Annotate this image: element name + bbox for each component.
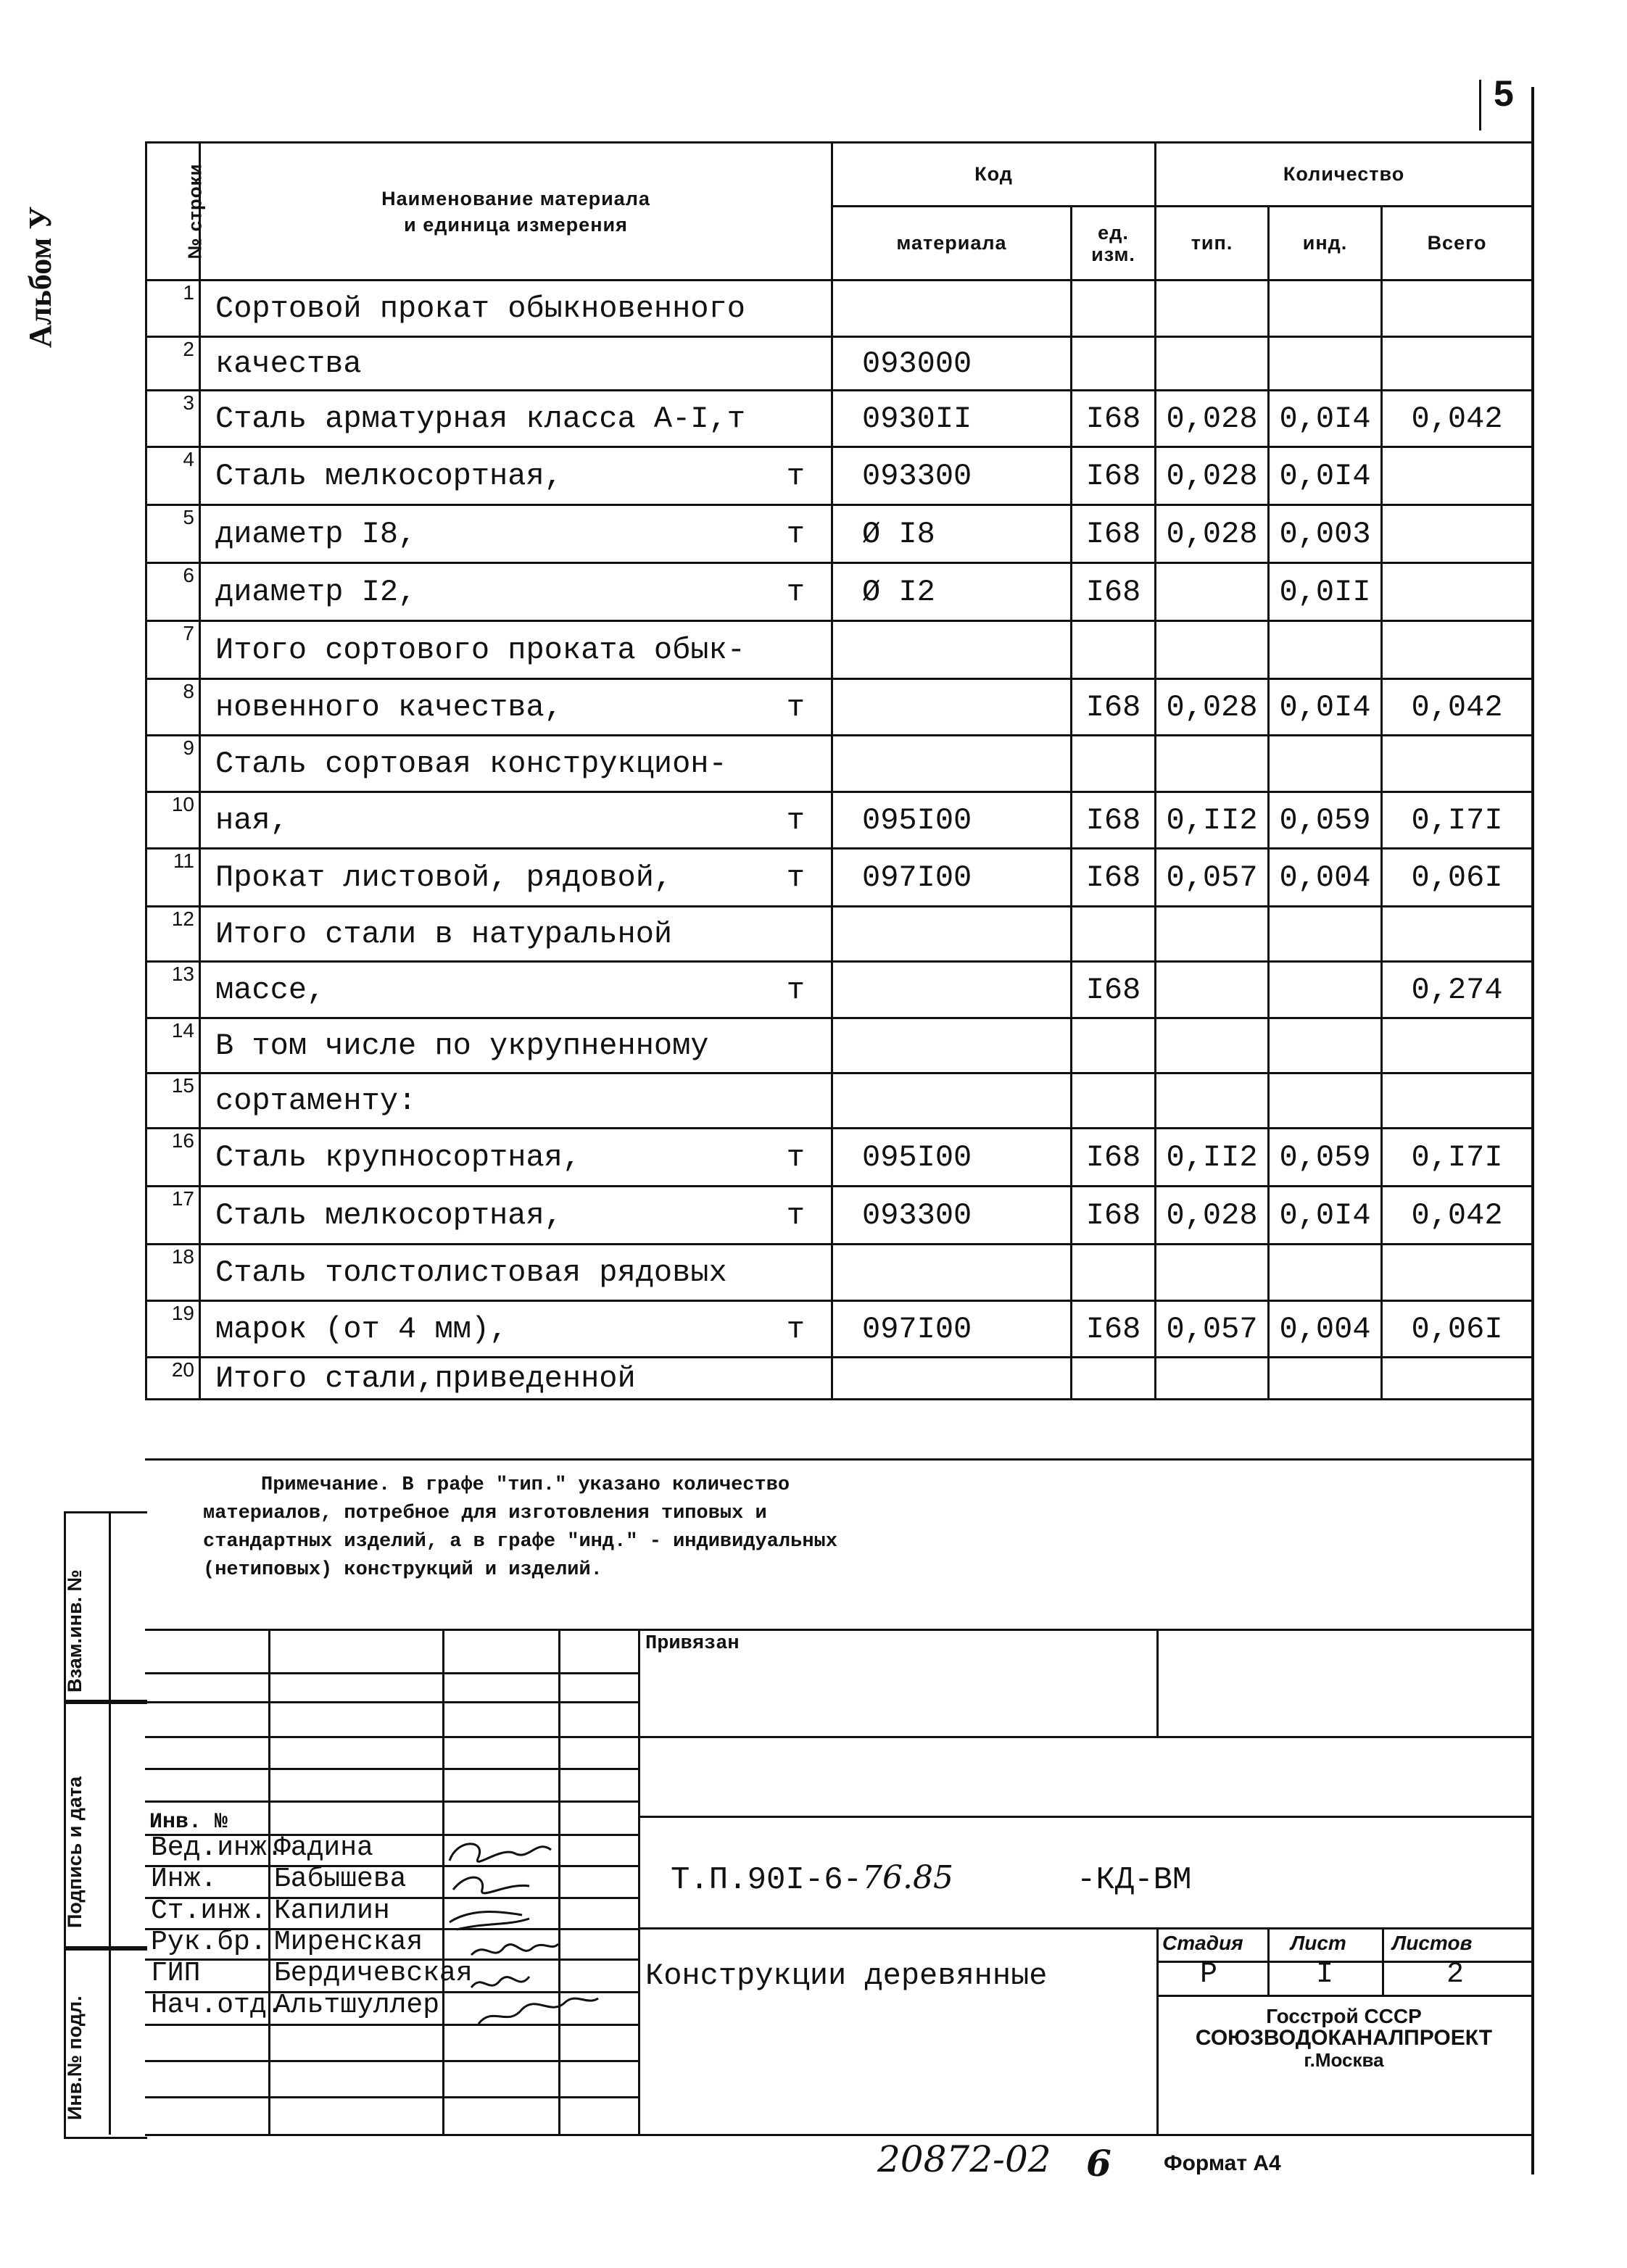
material-name: В том числе по укрупненному: [215, 1028, 709, 1063]
qty-ind: [1269, 621, 1382, 679]
unit-code: [1072, 337, 1156, 391]
material-name: качества: [215, 346, 362, 381]
material-name: Итого стали в натуральной: [215, 916, 673, 952]
row-number: 2: [146, 337, 200, 391]
organization-city: г.Москва: [1304, 2049, 1384, 2071]
unit-marker: т: [786, 1311, 805, 1347]
material-name: Сталь сортовая конструкцион-: [215, 746, 727, 781]
material-name-cell: [200, 1073, 832, 1129]
row-number: 16: [146, 1129, 200, 1187]
qty-total: [1382, 505, 1533, 563]
header-quantity-group: Количество: [1156, 143, 1533, 207]
table-row: [146, 1129, 1533, 1187]
row-number: 10: [146, 792, 200, 849]
table-row: [146, 962, 1533, 1018]
qty-total: 0,042: [1382, 391, 1533, 447]
material-name: Итого сортового проката обык-: [215, 632, 745, 668]
qty-typ: 0,II2: [1156, 792, 1269, 849]
side-label-vzam-inv: Взам.инв. №: [64, 1569, 86, 1692]
qty-ind: 0,0II: [1269, 563, 1382, 621]
material-name: Прокат листовой, рядовой,: [215, 860, 673, 895]
header-code-unit: ед. изм.: [1072, 207, 1156, 281]
qty-typ: 0,057: [1156, 1301, 1269, 1358]
material-name-cell: [200, 1018, 832, 1073]
qty-typ: [1156, 1358, 1269, 1400]
material-code: 093300: [832, 1187, 1072, 1245]
qty-total: 0,274: [1382, 962, 1533, 1018]
signer-name: Миренская: [274, 1927, 423, 1958]
material-code: [832, 281, 1072, 337]
drawing-title: Конструкции деревянные: [645, 1958, 1048, 1993]
qty-total: 0,042: [1382, 1187, 1533, 1245]
row-number: 19: [146, 1301, 200, 1358]
qty-typ: [1156, 962, 1269, 1018]
material-name-cell: [200, 391, 832, 447]
table-row: [146, 736, 1533, 792]
material-name-cell: [200, 281, 832, 337]
qty-ind: 0,003: [1269, 505, 1382, 563]
material-code: [832, 621, 1072, 679]
material-code: 093300: [832, 447, 1072, 505]
unit-code: I68: [1072, 447, 1156, 505]
qty-total: 0,06I: [1382, 1301, 1533, 1358]
qty-typ: 0,028: [1156, 1187, 1269, 1245]
signer-name: Бердичевская: [274, 1958, 473, 1989]
table-row: [146, 563, 1533, 621]
qty-total: [1382, 1245, 1533, 1301]
signer-name: Фадина: [274, 1832, 373, 1864]
qty-typ: 0,028: [1156, 447, 1269, 505]
material-name-cell: [200, 447, 832, 505]
header-code-group: Код: [832, 143, 1156, 207]
unit-marker: т: [786, 516, 805, 552]
tb-bottom-line: [145, 2134, 1531, 2136]
stage-value: Р: [1200, 1958, 1218, 1991]
unit-code: I68: [1072, 962, 1156, 1018]
qty-total: [1382, 907, 1533, 962]
qty-typ: 0,028: [1156, 505, 1269, 563]
material-name: Сортовой прокат обыкновенного: [215, 291, 745, 326]
unit-code: I68: [1072, 563, 1156, 621]
table-row: [146, 1187, 1533, 1245]
qty-ind: [1269, 907, 1382, 962]
unit-marker: т: [786, 689, 805, 725]
header-row-number: [146, 143, 206, 281]
signer-name: Альтшуллер: [274, 1990, 440, 2021]
material-name-cell: [200, 1245, 832, 1301]
qty-ind: [1269, 1245, 1382, 1301]
unit-code: I68: [1072, 505, 1156, 563]
page-number-divider: [1479, 80, 1481, 130]
row-number: 5: [146, 505, 200, 563]
qty-total: [1382, 1018, 1533, 1073]
table-row: [146, 1018, 1533, 1073]
header-row-number-label: № строки: [183, 163, 206, 259]
qty-typ: [1156, 281, 1269, 337]
unit-code: [1072, 1073, 1156, 1129]
unit-code: [1072, 736, 1156, 792]
qty-typ: [1156, 736, 1269, 792]
row-number: 3: [146, 391, 200, 447]
row-number: 20: [146, 1358, 200, 1400]
qty-typ: 0,II2: [1156, 1129, 1269, 1187]
note-line: Примечание. В графе "тип." указано количество: [261, 1474, 790, 1496]
qty-total: [1382, 337, 1533, 391]
table-row: [146, 792, 1533, 849]
unit-code: I68: [1072, 1129, 1156, 1187]
material-name-cell: [200, 962, 832, 1018]
tb-grid-line: [145, 2096, 638, 2098]
stage-label: Стадия: [1162, 1932, 1243, 1954]
row-number: 8: [146, 679, 200, 736]
qty-typ: 0,057: [1156, 849, 1269, 907]
material-name-cell: [200, 563, 832, 621]
unit-marker: т: [786, 972, 805, 1008]
album-label: Альбом У: [22, 206, 58, 348]
document-code-handwritten: 76.85: [862, 1859, 954, 1896]
qty-ind: [1269, 1358, 1382, 1400]
qty-ind: 0,0I4: [1269, 1187, 1382, 1245]
sheet-label: Лист: [1291, 1932, 1346, 1954]
side-label-inv-podl: Инв.№ подл.: [64, 1995, 86, 2120]
table-row: [146, 849, 1533, 907]
qty-typ: [1156, 1018, 1269, 1073]
qty-ind: [1269, 736, 1382, 792]
table-row: [146, 1245, 1533, 1301]
qty-typ: [1156, 907, 1269, 962]
material-name-cell: [200, 1129, 832, 1187]
tb-grid-vline: [268, 1629, 270, 2134]
signer-name: Капилин: [274, 1895, 390, 1927]
signer-role: ГИП: [151, 1958, 201, 1989]
material-name-cell: [200, 1301, 832, 1358]
format-label: Формат А4: [1164, 2151, 1281, 2175]
header-qty-total: Всего: [1382, 207, 1533, 281]
tb-grid-line: [638, 1816, 1531, 1818]
qty-total: [1382, 281, 1533, 337]
table-row: [146, 1358, 1533, 1400]
archive-number: 20872-02: [877, 2138, 1051, 2180]
table-row: [146, 1301, 1533, 1358]
qty-ind: 0,004: [1269, 1301, 1382, 1358]
inv-no-label: Инв. №: [149, 1810, 228, 1835]
material-name-cell: [200, 621, 832, 679]
unit-marker: т: [786, 1139, 805, 1175]
signer-role: Инж.: [151, 1864, 218, 1895]
row-number: 14: [146, 1018, 200, 1073]
material-code: 095I00: [832, 1129, 1072, 1187]
table-row: [146, 281, 1533, 337]
sheets-label: Листов: [1392, 1932, 1473, 1954]
qty-total: 0,I7I: [1382, 792, 1533, 849]
tb-grid-line: [145, 1701, 638, 1703]
material-name: Сталь мелкосортная,: [215, 458, 563, 494]
material-name: Сталь крупносортная,: [215, 1139, 581, 1175]
qty-ind: [1269, 281, 1382, 337]
material-code: 093000: [832, 337, 1072, 391]
unit-code: I68: [1072, 1187, 1156, 1245]
signer-role: Нач.отд.: [151, 1990, 283, 2021]
qty-ind: 0,0I4: [1269, 391, 1382, 447]
qty-total: [1382, 447, 1533, 505]
qty-typ: 0,028: [1156, 391, 1269, 447]
material-code: [832, 1358, 1072, 1400]
material-name: диаметр I8,: [215, 516, 417, 552]
table-row: [146, 1073, 1533, 1129]
row-number: 15: [146, 1073, 200, 1129]
qty-typ: 0,028: [1156, 679, 1269, 736]
organization-line: Госстрой СССР: [1266, 2005, 1422, 2027]
material-name: марок (от 4 мм),: [215, 1311, 508, 1347]
row-number: 7: [146, 621, 200, 679]
material-code: [832, 907, 1072, 962]
page-number: 5: [1494, 73, 1514, 114]
qty-total: 0,06I: [1382, 849, 1533, 907]
material-name: Сталь мелкосортная,: [215, 1197, 563, 1233]
organization-name: СОЮЗВОДОКАНАЛПРОЕКТ: [1195, 2026, 1493, 2050]
material-name: диаметр I2,: [215, 574, 417, 610]
unit-marker: т: [786, 860, 805, 895]
tb-grid-line: [145, 1672, 638, 1674]
tb-grid-line: [145, 1768, 638, 1770]
material-name-cell: [200, 679, 832, 736]
side-label-podpis-data: Подпись и дата: [64, 1776, 86, 1928]
qty-ind: [1269, 1018, 1382, 1073]
row-number: 6: [146, 563, 200, 621]
document-code-prefix: Т.П.90I-6-: [671, 1862, 863, 1898]
material-name-cell: [200, 907, 832, 962]
qty-total: [1382, 621, 1533, 679]
unit-code: [1072, 281, 1156, 337]
tb-grid-line: [1156, 1995, 1531, 1997]
table-row: [146, 621, 1533, 679]
material-name-cell: [200, 849, 832, 907]
material-name: Сталь толстолистовая рядовых: [215, 1255, 727, 1290]
material-name: ная,: [215, 802, 289, 838]
unit-code: I68: [1072, 391, 1156, 447]
qty-ind: [1269, 1073, 1382, 1129]
qty-ind: 0,004: [1269, 849, 1382, 907]
sheet-value: I: [1316, 1958, 1334, 1991]
material-name: массе,: [215, 972, 326, 1008]
qty-ind: [1269, 962, 1382, 1018]
note-line: (нетиповых) конструкций и изделий.: [203, 1559, 603, 1581]
row-number: 9: [146, 736, 200, 792]
unit-code: [1072, 1018, 1156, 1073]
qty-total: [1382, 1358, 1533, 1400]
material-name-cell: [200, 792, 832, 849]
header-qty-typ: тип.: [1156, 207, 1269, 281]
note-line: стандартных изделий, а в графе "инд." - индивидуальных: [203, 1531, 837, 1553]
row-number: 17: [146, 1187, 200, 1245]
row-number: 12: [146, 907, 200, 962]
note-line: материалов, потребное для изготовления типовых и: [203, 1503, 767, 1524]
material-code: [832, 1245, 1072, 1301]
material-code: Ø I8: [832, 505, 1072, 563]
qty-typ: [1156, 1245, 1269, 1301]
qty-ind: 0,059: [1269, 792, 1382, 849]
tb-grid-line: [638, 1927, 1531, 1930]
tb-grid-line: [145, 1736, 1531, 1738]
unit-marker: т: [786, 1197, 805, 1233]
tb-grid-line: [145, 1800, 638, 1803]
qty-total: [1382, 736, 1533, 792]
header-material-name: Наименование материала и единица измерения: [200, 143, 832, 281]
header-code-material: материала: [832, 207, 1072, 281]
qty-ind: [1269, 337, 1382, 391]
qty-typ: [1156, 621, 1269, 679]
qty-typ: [1156, 563, 1269, 621]
table-row: [146, 907, 1533, 962]
material-code: [832, 962, 1072, 1018]
materials-table: [145, 141, 1533, 1400]
document-code-suffix: -КД-ВМ: [1077, 1862, 1192, 1898]
table-row: [146, 337, 1533, 391]
signer-name: Бабышева: [274, 1864, 407, 1895]
organization-block: [1156, 2006, 1531, 2071]
privyazan-label: Привязан: [645, 1633, 740, 1655]
qty-total: [1382, 563, 1533, 621]
material-name-cell: [200, 337, 832, 391]
signatures-drawing: [442, 1832, 602, 2093]
qty-typ: [1156, 337, 1269, 391]
material-name-cell: [200, 736, 832, 792]
unit-marker: т: [786, 574, 805, 610]
note: [203, 1471, 1044, 1584]
unit-code: [1072, 907, 1156, 962]
row-number: 4: [146, 447, 200, 505]
table-row: [146, 505, 1533, 563]
table-row: [146, 391, 1533, 447]
signer-role: Ст.инж.: [151, 1895, 267, 1927]
row-number: 11: [146, 849, 200, 907]
materials-table-body: [146, 281, 1533, 1400]
tb-grid-vline: [638, 1629, 640, 2134]
signer-role: Вед.инж.: [151, 1832, 283, 1864]
unit-code: [1072, 1245, 1156, 1301]
material-code: 0930II: [832, 391, 1072, 447]
material-name: Итого стали,приведенной: [215, 1361, 636, 1396]
tb-grid-vline: [1156, 1629, 1159, 1737]
material-code: [832, 1073, 1072, 1129]
unit-marker: т: [786, 458, 805, 494]
material-name-cell: [200, 1358, 832, 1400]
unit-code: [1072, 1358, 1156, 1400]
unit-code: I68: [1072, 1301, 1156, 1358]
table-row: [146, 679, 1533, 736]
qty-ind: 0,0I4: [1269, 679, 1382, 736]
material-name: новенного качества,: [215, 689, 563, 725]
material-code: Ø I2: [832, 563, 1072, 621]
material-code: [832, 736, 1072, 792]
tb-top-line: [145, 1629, 1531, 1631]
material-code: [832, 679, 1072, 736]
table-row: [146, 447, 1533, 505]
qty-total: [1382, 1073, 1533, 1129]
qty-total: 0,042: [1382, 679, 1533, 736]
archive-sheet: 6: [1086, 2142, 1111, 2185]
row-number: 18: [146, 1245, 200, 1301]
unit-code: I68: [1072, 792, 1156, 849]
header-qty-ind: инд.: [1269, 207, 1382, 281]
unit-code: I68: [1072, 679, 1156, 736]
material-name: Сталь арматурная класса А-I,т: [215, 401, 745, 436]
material-code: 097I00: [832, 1301, 1072, 1358]
unit-code: [1072, 621, 1156, 679]
row-number: 13: [146, 962, 200, 1018]
material-name: сортаменту:: [215, 1083, 417, 1118]
document-code: [671, 1859, 1191, 1898]
sheets-value: 2: [1446, 1958, 1465, 1991]
unit-marker: т: [786, 802, 805, 838]
qty-typ: [1156, 1073, 1269, 1129]
material-name-cell: [200, 505, 832, 563]
qty-ind: 0,0I4: [1269, 447, 1382, 505]
material-name-cell: [200, 1187, 832, 1245]
unit-code: I68: [1072, 849, 1156, 907]
qty-ind: 0,059: [1269, 1129, 1382, 1187]
qty-total: 0,I7I: [1382, 1129, 1533, 1187]
row-number: 1: [146, 281, 200, 337]
material-code: 097I00: [832, 849, 1072, 907]
material-code: 095I00: [832, 792, 1072, 849]
title-block: [145, 1629, 1531, 2136]
signer-role: Рук.бр.: [151, 1927, 267, 1958]
material-code: [832, 1018, 1072, 1073]
